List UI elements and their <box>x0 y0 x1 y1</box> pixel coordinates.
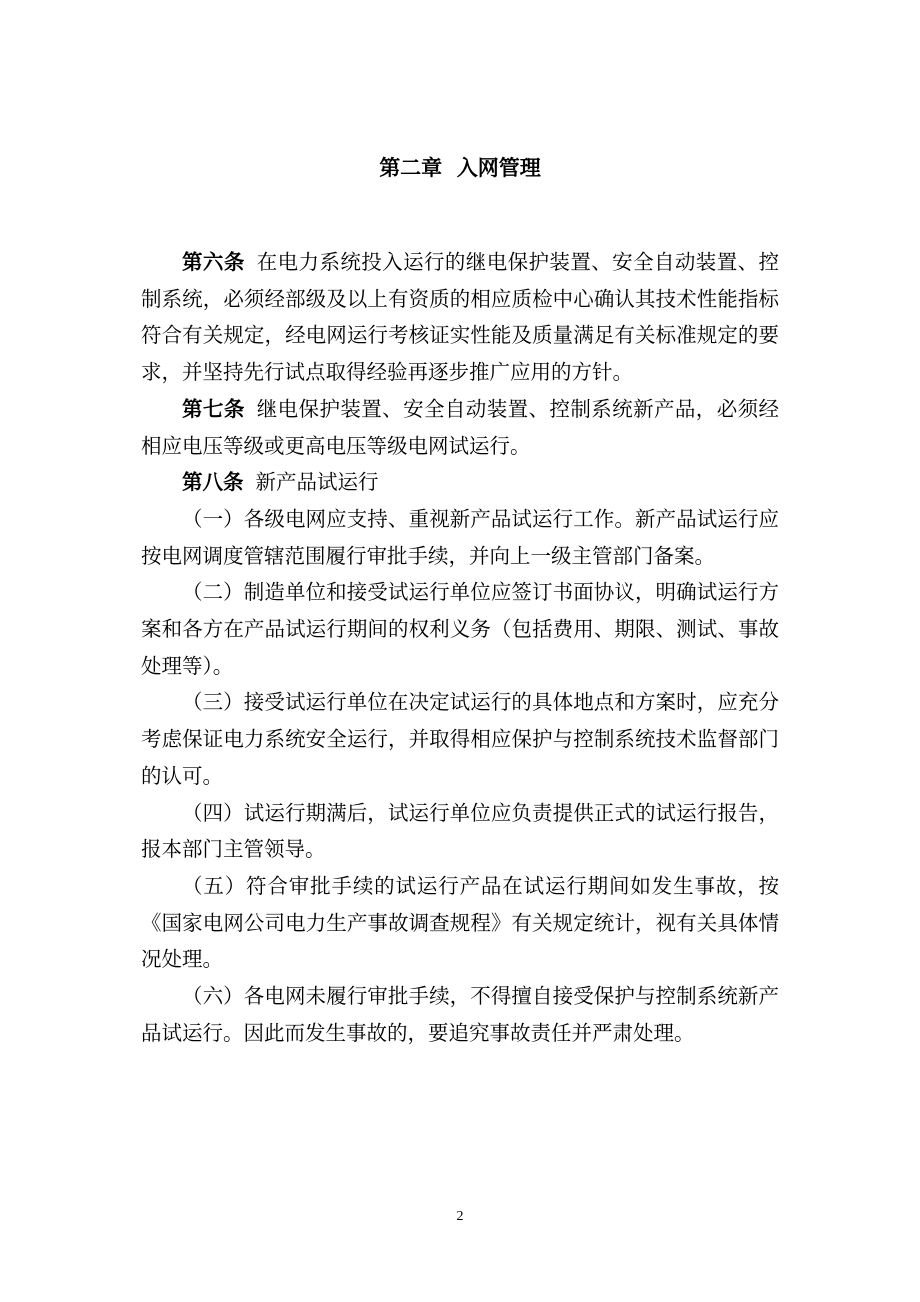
article-8-text: 新产品试运行 <box>255 470 379 495</box>
article-8-item-3: （三）接受试运行单位在决定试运行的具体地点和方案时，应充分考虑保证电力系统安全运行，并取得相应保护与控制系统技术监督部门的认可。 <box>141 690 779 788</box>
article-7 <box>141 391 779 464</box>
article-7-heading: 第七条 <box>182 396 245 421</box>
article-8-item-1: （一）各级电网应支持、重视新产品试运行工作。新产品试运行应按电网调度管辖范围履行审批手续，并向上一级主管部门备案。 <box>141 506 779 568</box>
article-8-item-2: （二）制造单位和接受试运行单位应签订书面协议，明确试运行方案和各方在产品试运行期间的权利义务（包括费用、期限、测试、事故处理等）。 <box>141 580 779 678</box>
article-8-item-4: （四）试运行期满后，试运行单位应负责提供正式的试运行报告，报本部门主管领导。 <box>141 800 779 862</box>
article-8 <box>141 464 779 501</box>
article-8-item-5: （五）符合审批手续的试运行产品在试运行期间如发生事故，按《国家电网公司电力生产事故调查规程》有关规定统计，视有关具体情况处理。 <box>141 873 779 972</box>
article-8-item-6: （六）各电网未履行审批手续，不得擅自接受保护与控制系统新产品试运行。因此而发生事故的，要追究事故责任并严肃处理。 <box>141 984 779 1045</box>
page-number: 2 <box>456 1209 464 1224</box>
chapter-title: 第二章 入网管理 <box>379 156 541 180</box>
article-8-heading: 第八条 <box>182 470 244 495</box>
article-6-heading: 第六条 <box>182 250 245 274</box>
document-body <box>141 244 779 1051</box>
article-7-text: 继电保护装置、安全自动装置、控制系统新产品，必须经相应电压等级或更高电压等级电网试运行。 <box>141 396 780 458</box>
article-6-text: 在电力系统投入运行的继电保护装置、安全自动装置、控制系统，必须经部级及以上有资质的相应质检中心确认其技术性能指标符合有关规定，经电网运行考核证实性能及质量满足有关标准规定的要求，并坚持先行试点取得经验再逐步推广应用的方针。 <box>141 250 780 385</box>
article-6 <box>141 244 779 391</box>
